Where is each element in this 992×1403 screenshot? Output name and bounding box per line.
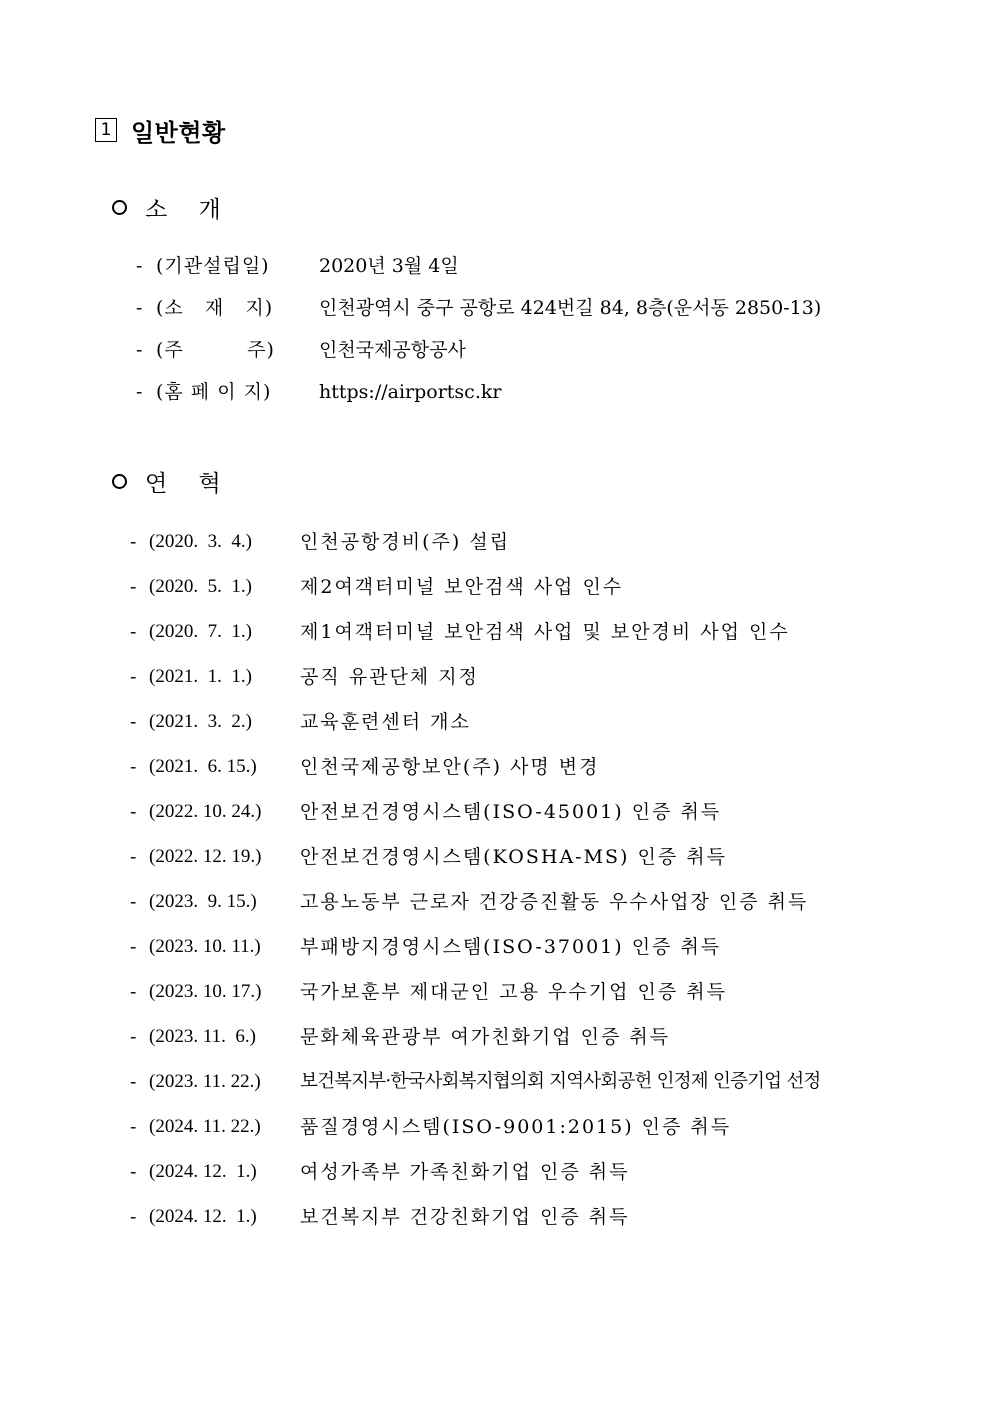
history-date: (2024. 12. 1.) [149, 1206, 257, 1227]
history-text: 여성가족부 가족친화기업 인증 취득 [300, 1161, 630, 1183]
dash-marker: - [130, 1071, 137, 1093]
dash-marker: - [136, 381, 143, 403]
circle-bullet-icon [112, 474, 127, 489]
dash-marker: - [130, 936, 137, 958]
history-text: 인천공항경비(주) 설립 [300, 531, 511, 553]
dash-marker: - [130, 1116, 137, 1138]
dash-marker: - [130, 576, 137, 598]
history-text: 문화체육관광부 여가친화기업 인증 취득 [300, 1026, 671, 1048]
history-date: (2024. 12. 1.) [149, 1161, 257, 1182]
dash-marker: - [130, 666, 137, 688]
history-text: 품질경영시스템(ISO-9001:2015) 인증 취득 [300, 1116, 732, 1138]
history-text: 부패방지경영시스템(ISO-37001) 인증 취득 [300, 936, 722, 958]
history-date: (2024. 11. 22.) [149, 1116, 261, 1137]
section-number-box: 1 [95, 118, 117, 142]
homepage-link[interactable]: https://airportsc.kr [319, 381, 502, 403]
dash-marker: - [130, 801, 137, 823]
info-label: (소 재 지) [156, 297, 274, 319]
history-date: (2022. 12. 19.) [149, 846, 262, 867]
history-text: 제2여객터미널 보안검색 사업 인수 [300, 576, 624, 598]
history-date: (2023. 10. 11.) [149, 936, 261, 957]
history-date: (2021. 3. 2.) [149, 711, 252, 732]
history-text: 제1여객터미널 보안검색 사업 및 보안경비 사업 인수 [300, 621, 790, 643]
dash-marker: - [130, 756, 137, 778]
history-text: 공직 유관단체 지정 [300, 666, 479, 688]
history-date: (2023. 9. 15.) [149, 891, 257, 912]
history-text: 인천국제공항보안(주) 사명 변경 [300, 756, 600, 778]
history-date: (2020. 7. 1.) [149, 621, 252, 642]
history-text: 안전보건경영시스템(KOSHA-MS) 인증 취득 [300, 846, 727, 868]
history-date: (2023. 10. 17.) [149, 981, 262, 1002]
history-text: 보건복지부 건강친화기업 인증 취득 [300, 1206, 630, 1228]
dash-marker: - [130, 531, 137, 553]
history-title-text: 연 혁 [145, 470, 233, 497]
intro-title-text: 소 개 [145, 196, 233, 223]
dash-marker: - [130, 1206, 137, 1228]
dash-marker: - [130, 846, 137, 868]
info-value: 인천광역시 중구 공항로 424번길 84, 8층(운서동 2850-13) [319, 297, 822, 319]
info-label: (기관설립일) [156, 255, 270, 277]
history-date: (2021. 6. 15.) [149, 756, 257, 777]
dash-marker: - [136, 297, 143, 319]
info-label: (주 주) [156, 339, 275, 361]
circle-bullet-icon [112, 200, 127, 215]
history-date: (2020. 3. 4.) [149, 531, 252, 552]
history-date: (2023. 11. 6.) [149, 1026, 256, 1047]
info-label: (홈 페 이 지) [156, 381, 272, 403]
dash-marker: - [130, 621, 137, 643]
history-date: (2022. 10. 24.) [149, 801, 262, 822]
dash-marker: - [130, 1161, 137, 1183]
history-date: (2021. 1. 1.) [149, 666, 252, 687]
section-title: 일반현황 [131, 118, 226, 147]
info-value: 2020년 3월 4일 [319, 255, 459, 277]
section-heading [95, 113, 226, 147]
history-text: 고용노동부 근로자 건강증진활동 우수사업장 인증 취득 [300, 891, 809, 913]
dash-marker: - [136, 339, 143, 361]
intro-title [112, 192, 233, 222]
history-text: 안전보건경영시스템(ISO-45001) 인증 취득 [300, 801, 722, 823]
history-text: 보건복지부·한국사회복지협의회 지역사회공헌 인정제 인증기업 선정 [300, 1071, 821, 1092]
history-title [112, 466, 233, 496]
dash-marker: - [136, 255, 143, 277]
dash-marker: - [130, 981, 137, 1003]
history-date: (2020. 5. 1.) [149, 576, 252, 597]
dash-marker: - [130, 711, 137, 733]
dash-marker: - [130, 1026, 137, 1048]
history-date: (2023. 11. 22.) [149, 1071, 261, 1092]
history-text: 교육훈련센터 개소 [300, 711, 471, 733]
info-value: 인천국제공항공사 [319, 339, 466, 361]
history-text: 국가보훈부 제대군인 고용 우수기업 인증 취득 [300, 981, 727, 1003]
dash-marker: - [130, 891, 137, 913]
